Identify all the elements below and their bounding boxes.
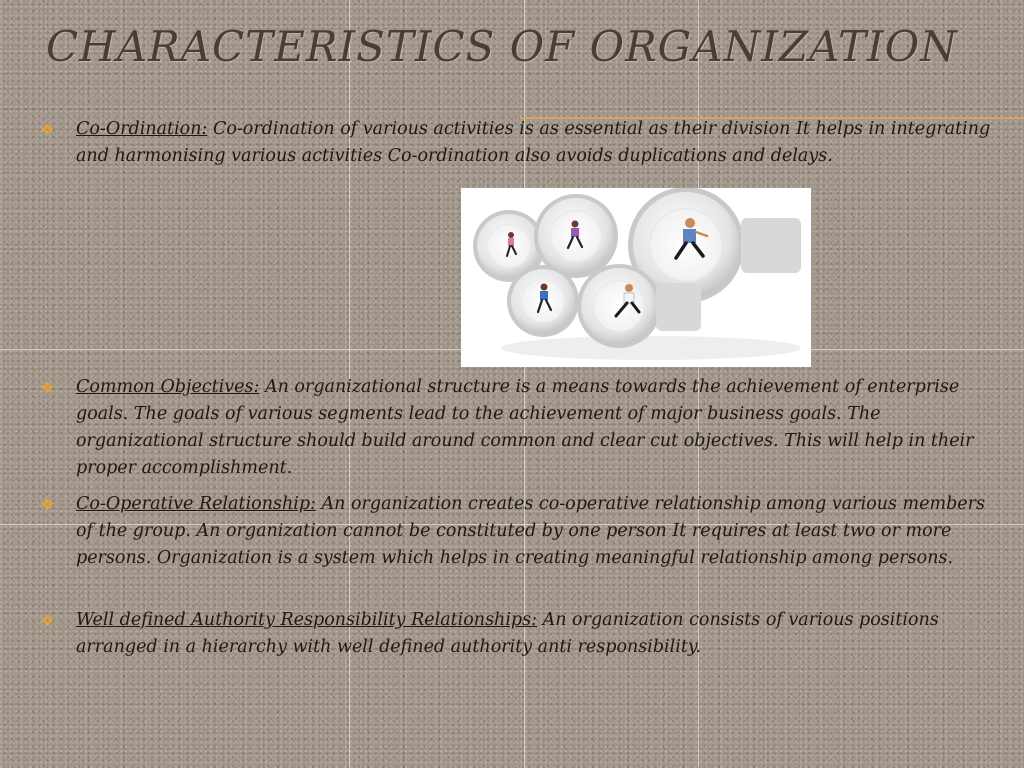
bullet-text: An organization creates co-operative relationship among various members of the group. An organization cannot be constituted by one person It requires at least two or more persons. Organization is a system which helps in creating meaningful relationship among persons. <box>76 494 985 568</box>
bullet-term: Co-Operative Relationship: <box>76 494 316 514</box>
bullet-authority-responsibility <box>40 607 1000 661</box>
diamond-bullet-icon: ❖ <box>40 611 55 630</box>
gears-with-people-icon <box>461 188 811 367</box>
bullet-text: An organization consists of various positions arranged in a hierarchy with well defined authority anti responsibility. <box>76 610 939 657</box>
bullet-body <box>76 607 1000 661</box>
bullet-text: An organizational structure is a means towards the achievement of enterprise goals. The goals of various segments lead to the achievement of major business goals. The organizational structure should build around common and clear cut objectives. This will help in their proper accomplishment. <box>76 377 974 478</box>
bullet-body <box>76 374 1000 482</box>
diamond-bullet-icon: ❖ <box>40 495 55 514</box>
bullet-coordination <box>40 116 1000 170</box>
bullet-text: Co-ordination of various activities is as essential as their division It helps in integrating and harmonising various activities Co-ordination also avoids duplications and delays. <box>76 119 991 166</box>
diamond-bullet-icon: ❖ <box>40 120 55 139</box>
bullet-term: Co-Ordination: <box>76 119 208 139</box>
bullet-body <box>76 491 1000 572</box>
bullet-term: Well defined Authority Responsibility Relationships: <box>76 610 537 630</box>
bullet-term: Common Objectives: <box>76 377 260 397</box>
slide-title: CHARACTERISTICS OF ORGANIZATION <box>46 22 958 71</box>
bullet-common-objectives <box>40 374 1000 482</box>
bullet-cooperative-relationship <box>40 491 1000 572</box>
bullet-body <box>76 116 1000 170</box>
diamond-bullet-icon: ❖ <box>40 378 55 397</box>
